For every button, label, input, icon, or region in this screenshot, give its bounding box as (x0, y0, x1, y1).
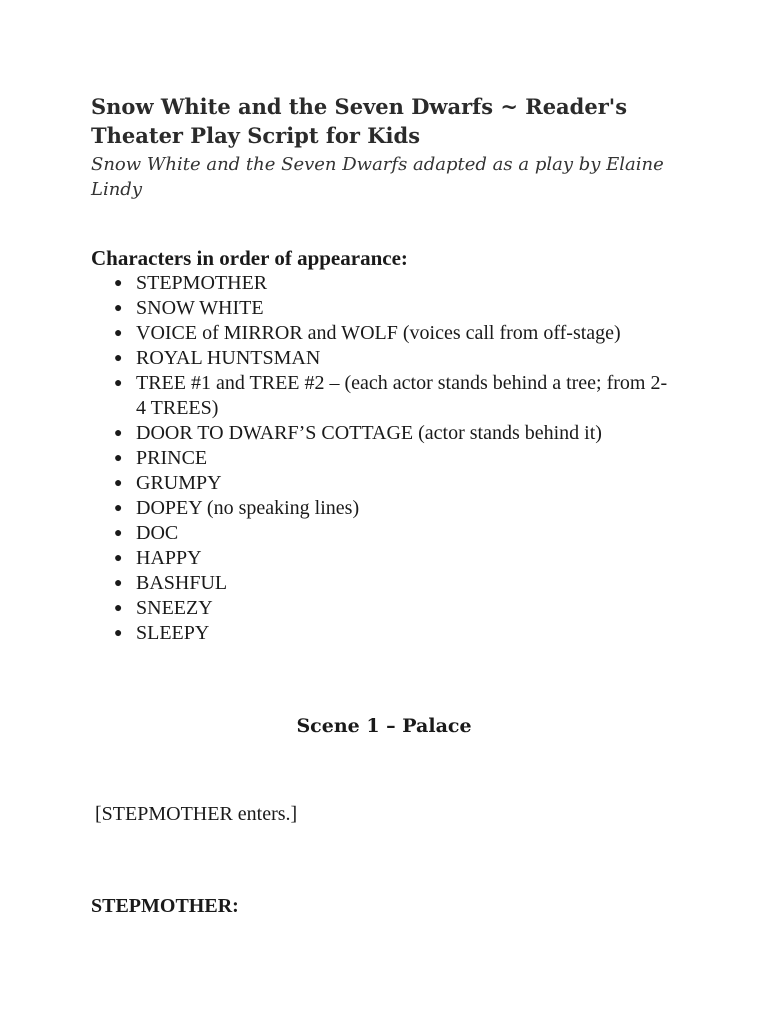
character-name: DOPEY (no speaking lines) (136, 497, 360, 519)
bullet-icon: ● (114, 526, 123, 541)
character-item (91, 321, 671, 346)
bullet-icon: ● (114, 551, 123, 566)
character-item (91, 271, 671, 296)
scene-heading: Scene 1 – Palace (296, 715, 472, 737)
bullet-icon: ● (114, 501, 123, 516)
bullet-icon: ● (114, 451, 123, 466)
character-item (91, 371, 671, 421)
character-item (91, 496, 671, 521)
bullet-icon: ● (114, 426, 123, 441)
character-name: HAPPY (136, 547, 202, 569)
document-subtitle: Snow White and the Seven Dwarfs adapted as a play by Elaine Lindy (91, 154, 664, 200)
character-name: BASHFUL (136, 572, 228, 594)
character-item (91, 421, 671, 446)
character-item (91, 296, 671, 321)
document-title: Snow White and the Seven Dwarfs ~ Reader's Theater Play Script for Kids (91, 94, 628, 148)
character-name: ROYAL HUNTSMAN (136, 347, 321, 369)
character-item (91, 621, 671, 646)
speaker-label: STEPMOTHER: (91, 895, 239, 917)
character-name: GRUMPY (136, 472, 222, 494)
character-name: VOICE of MIRROR and WOLF (voices call from off-stage) (136, 322, 621, 344)
character-name: DOOR TO DWARF’S COTTAGE (actor stands behind it) (136, 422, 602, 444)
character-name: STEPMOTHER (136, 272, 268, 294)
character-item (91, 346, 671, 371)
document-page (91, 92, 691, 646)
bullet-icon: ● (114, 326, 123, 341)
character-name: SNEEZY (136, 597, 213, 619)
bullet-icon: ● (114, 601, 123, 616)
characters-heading: Characters in order of appearance: (91, 246, 408, 270)
character-item (91, 596, 671, 621)
character-item (91, 571, 671, 596)
bullet-icon: ● (114, 626, 123, 641)
character-item (91, 546, 671, 571)
character-item (91, 471, 671, 496)
bullet-icon: ● (114, 576, 123, 591)
character-name: DOC (136, 522, 179, 544)
character-name: PRINCE (136, 447, 208, 469)
bullet-icon: ● (114, 476, 123, 491)
bullet-icon: ● (114, 301, 123, 316)
character-name: SNOW WHITE (136, 297, 264, 319)
bullet-icon: ● (114, 376, 123, 391)
character-name: TREE #1 and TREE #2 – (each actor stands behind a tree; from 2-4 TREES) (136, 372, 668, 419)
character-item (91, 521, 671, 546)
character-name: SLEEPY (136, 622, 210, 644)
bullet-icon: ● (114, 351, 123, 366)
stage-direction: [STEPMOTHER enters.] (95, 803, 298, 825)
character-item (91, 446, 671, 471)
bullet-icon: ● (114, 276, 123, 291)
character-list (91, 271, 671, 646)
